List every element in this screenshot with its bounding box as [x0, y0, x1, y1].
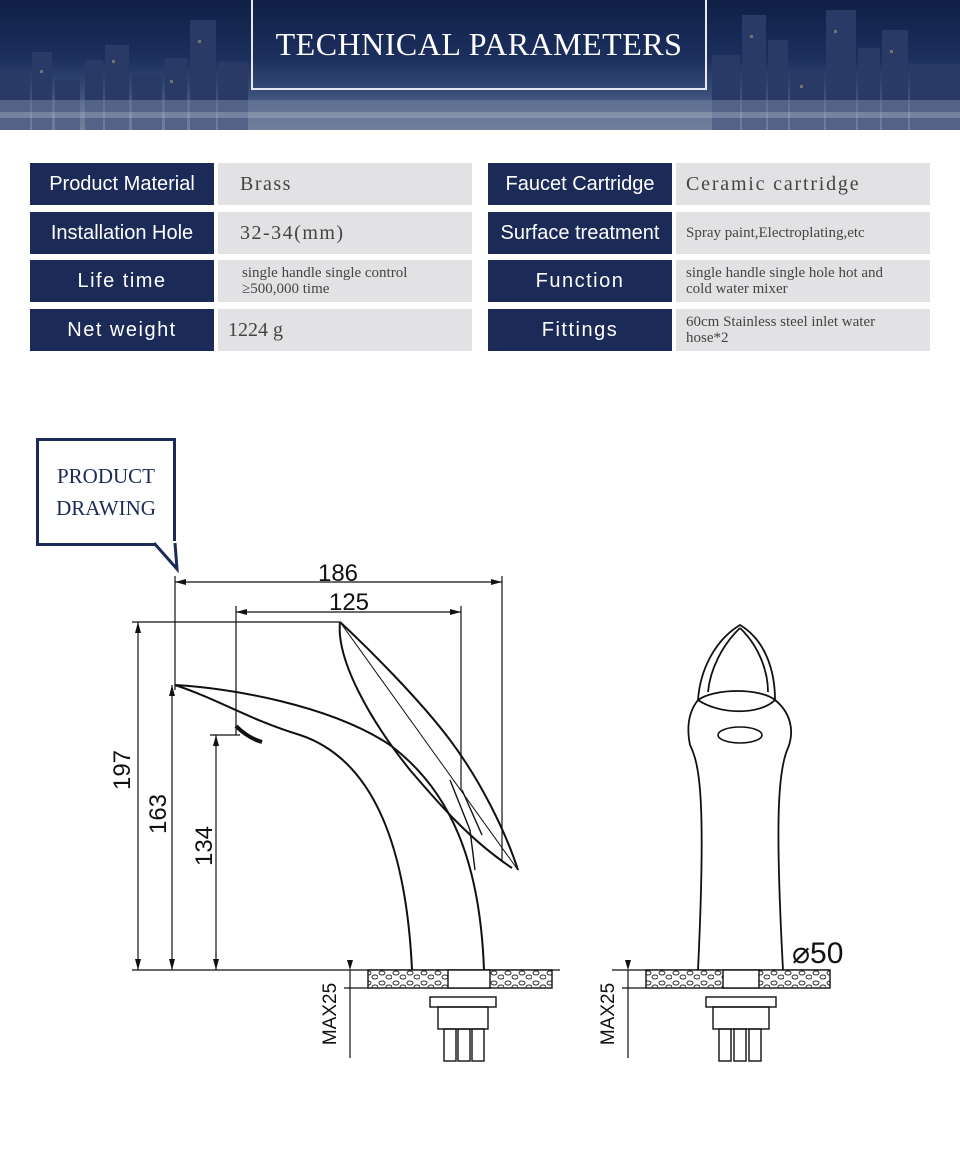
dim-diameter: ⌀50 — [792, 937, 844, 970]
dim-max-thickness-front: MAX25 — [598, 982, 619, 1046]
param-row-cartridge — [488, 163, 930, 205]
param-value — [676, 260, 930, 302]
param-value-line: single handle single control — [242, 264, 408, 281]
product-technical-drawing — [0, 560, 960, 1171]
param-value: 32-34(mm) — [218, 212, 472, 254]
param-value: Ceramic cartridge — [676, 163, 930, 205]
param-value-line: hose*2 — [686, 330, 729, 346]
param-row-function — [488, 260, 930, 302]
param-label: Net weight — [30, 309, 214, 351]
drawing-tag-line: DRAWING — [56, 496, 156, 520]
param-label: Surface treatment — [488, 212, 672, 254]
param-row-net-weight — [30, 309, 472, 351]
product-drawing-tag — [36, 438, 176, 546]
param-label: Life time — [30, 260, 214, 302]
param-row-life-time — [30, 260, 472, 302]
param-row-material — [30, 163, 472, 205]
param-row-installation-hole — [30, 212, 472, 254]
dim-height-outlet: 134 — [191, 825, 218, 867]
param-value — [218, 260, 472, 302]
param-label: Function — [488, 260, 672, 302]
dim-max-thickness-side: MAX25 — [320, 982, 341, 1046]
param-row-surface-treatment — [488, 212, 930, 254]
param-row-fittings — [488, 309, 930, 351]
param-value: 1224 g — [218, 309, 472, 351]
param-value-line: cold water mixer — [686, 281, 788, 297]
param-label: Fittings — [488, 309, 672, 351]
side-view — [132, 576, 560, 1061]
parameters-table — [0, 0, 960, 360]
dim-height-total: 197 — [109, 749, 136, 791]
drawing-tag-line: PRODUCT — [56, 464, 156, 488]
param-value — [676, 309, 930, 351]
dim-width-total: 186 — [317, 560, 359, 587]
param-label: Installation Hole — [30, 212, 214, 254]
param-label: Product Material — [30, 163, 214, 205]
param-value-line: ≥500,000 time — [242, 281, 330, 297]
front-view — [612, 625, 830, 1061]
param-label: Faucet Cartridge — [488, 163, 672, 205]
param-value-line: single handle single hole hot and — [686, 264, 884, 281]
param-value: Spray paint,Electroplating,etc — [676, 212, 930, 254]
param-value: Brass — [218, 163, 472, 205]
param-value-line: 60cm Stainless steel inlet water — [686, 313, 876, 330]
dim-width-spout: 125 — [328, 589, 370, 616]
dim-height-spout-tip: 163 — [145, 793, 172, 835]
banner-title: TECHNICAL PARAMETERS — [275, 25, 683, 62]
